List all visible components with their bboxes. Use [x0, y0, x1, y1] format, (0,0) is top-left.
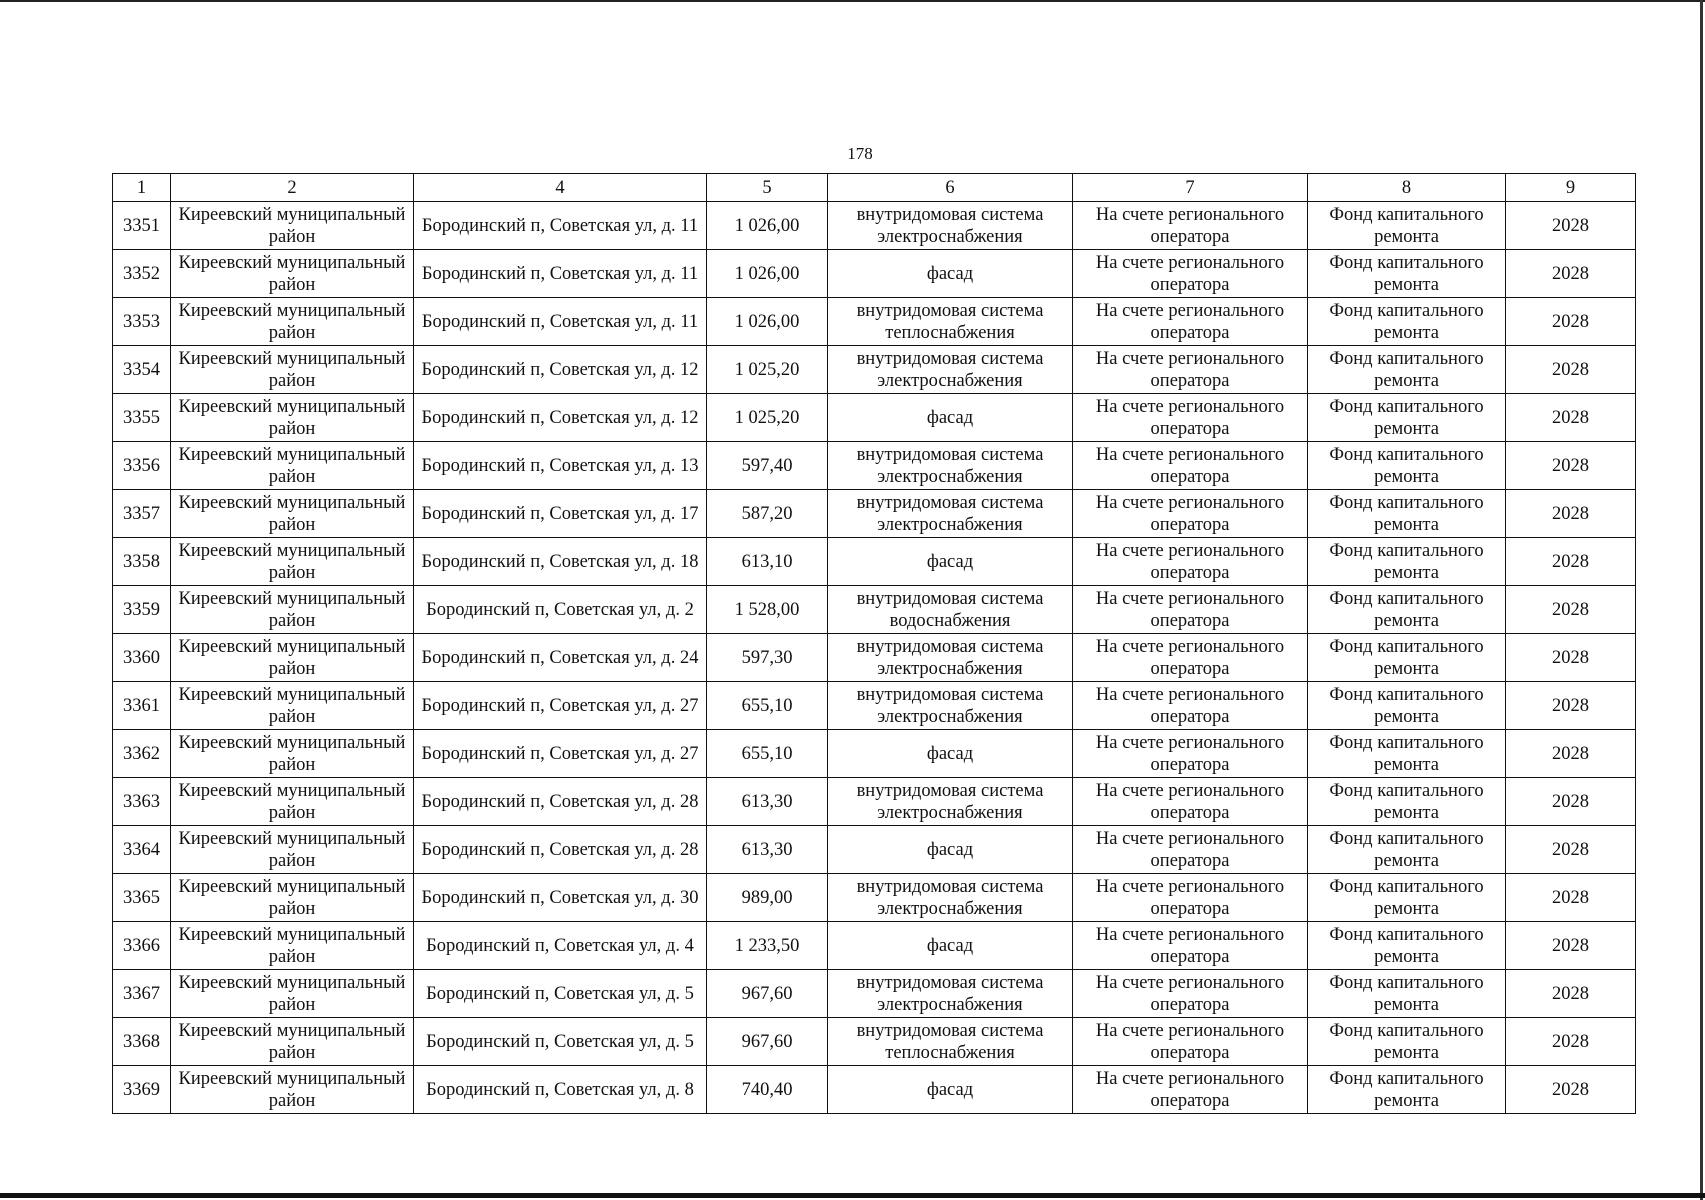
account-cell: На счете регионального оператора [1073, 826, 1308, 874]
account-cell: На счете регионального оператора [1073, 874, 1308, 922]
address-cell: Бородинский п, Советская ул, д. 11 [414, 250, 707, 298]
row-number-cell: 3353 [113, 298, 171, 346]
table-row [113, 394, 1636, 442]
table-row [113, 970, 1636, 1018]
fund-cell: Фонд капитального ремонта [1308, 394, 1506, 442]
table-row [113, 634, 1636, 682]
year-cell: 2028 [1506, 1066, 1636, 1114]
address-cell: Бородинский п, Советская ул, д. 11 [414, 298, 707, 346]
area-cell: 655,10 [707, 730, 828, 778]
row-number-cell: 3361 [113, 682, 171, 730]
table-row [113, 922, 1636, 970]
table-row [113, 1066, 1636, 1114]
area-cell: 587,20 [707, 490, 828, 538]
address-cell: Бородинский п, Советская ул, д. 28 [414, 778, 707, 826]
account-cell: На счете регионального оператора [1073, 202, 1308, 250]
area-cell: 613,10 [707, 538, 828, 586]
district-cell: Киреевский муниципальный район [171, 490, 414, 538]
area-cell: 1 026,00 [707, 298, 828, 346]
table-row [113, 298, 1636, 346]
fund-cell: Фонд капитального ремонта [1308, 970, 1506, 1018]
district-cell: Киреевский муниципальный район [171, 298, 414, 346]
district-cell: Киреевский муниципальный район [171, 250, 414, 298]
row-number-cell: 3362 [113, 730, 171, 778]
account-cell: На счете регионального оператора [1073, 778, 1308, 826]
column-header: 4 [414, 174, 707, 202]
address-cell: Бородинский п, Советская ул, д. 28 [414, 826, 707, 874]
area-cell: 967,60 [707, 1018, 828, 1066]
column-header: 9 [1506, 174, 1636, 202]
row-number-cell: 3355 [113, 394, 171, 442]
address-cell: Бородинский п, Советская ул, д. 2 [414, 586, 707, 634]
fund-cell: Фонд капитального ремонта [1308, 922, 1506, 970]
table-row [113, 682, 1636, 730]
area-cell: 613,30 [707, 826, 828, 874]
row-number-cell: 3366 [113, 922, 171, 970]
account-cell: На счете регионального оператора [1073, 634, 1308, 682]
row-number-cell: 3367 [113, 970, 171, 1018]
table-row [113, 778, 1636, 826]
fund-cell: Фонд капитального ремонта [1308, 202, 1506, 250]
district-cell: Киреевский муниципальный район [171, 778, 414, 826]
account-cell: На счете регионального оператора [1073, 442, 1308, 490]
fund-cell: Фонд капитального ремонта [1308, 490, 1506, 538]
year-cell: 2028 [1506, 634, 1636, 682]
system-cell: внутридомовая система электроснабжения [828, 634, 1073, 682]
system-cell: внутридомовая система теплоснабжения [828, 1018, 1073, 1066]
fund-cell: Фонд капитального ремонта [1308, 250, 1506, 298]
column-header: 8 [1308, 174, 1506, 202]
account-cell: На счете регионального оператора [1073, 394, 1308, 442]
account-cell: На счете регионального оператора [1073, 586, 1308, 634]
table-row [113, 1018, 1636, 1066]
scan-edge-right [1700, 0, 1703, 1200]
year-cell: 2028 [1506, 490, 1636, 538]
address-cell: Бородинский п, Советская ул, д. 30 [414, 874, 707, 922]
table-row [113, 250, 1636, 298]
area-cell: 1 233,50 [707, 922, 828, 970]
area-cell: 597,40 [707, 442, 828, 490]
address-cell: Бородинский п, Советская ул, д. 5 [414, 1018, 707, 1066]
account-cell: На счете регионального оператора [1073, 682, 1308, 730]
district-cell: Киреевский муниципальный район [171, 1018, 414, 1066]
table-row [113, 538, 1636, 586]
district-cell: Киреевский муниципальный район [171, 442, 414, 490]
account-cell: На счете регионального оператора [1073, 298, 1308, 346]
system-cell: внутридомовая система электроснабжения [828, 682, 1073, 730]
row-number-cell: 3364 [113, 826, 171, 874]
year-cell: 2028 [1506, 538, 1636, 586]
account-cell: На счете регионального оператора [1073, 538, 1308, 586]
system-cell: внутридомовая система водоснабжения [828, 586, 1073, 634]
year-cell: 2028 [1506, 682, 1636, 730]
scan-edge-top [0, 0, 1705, 2]
row-number-cell: 3365 [113, 874, 171, 922]
row-number-cell: 3359 [113, 586, 171, 634]
system-cell: фасад [828, 730, 1073, 778]
scan-edge-bottom [0, 1193, 1705, 1198]
account-cell: На счете регионального оператора [1073, 490, 1308, 538]
address-cell: Бородинский п, Советская ул, д. 24 [414, 634, 707, 682]
address-cell: Бородинский п, Советская ул, д. 12 [414, 346, 707, 394]
row-number-cell: 3351 [113, 202, 171, 250]
district-cell: Киреевский муниципальный район [171, 538, 414, 586]
year-cell: 2028 [1506, 922, 1636, 970]
column-header: 1 [113, 174, 171, 202]
year-cell: 2028 [1506, 346, 1636, 394]
system-cell: внутридомовая система электроснабжения [828, 778, 1073, 826]
year-cell: 2028 [1506, 730, 1636, 778]
fund-cell: Фонд капитального ремонта [1308, 442, 1506, 490]
area-cell: 967,60 [707, 970, 828, 1018]
system-cell: фасад [828, 394, 1073, 442]
address-cell: Бородинский п, Советская ул, д. 11 [414, 202, 707, 250]
fund-cell: Фонд капитального ремонта [1308, 538, 1506, 586]
fund-cell: Фонд капитального ремонта [1308, 682, 1506, 730]
address-cell: Бородинский п, Советская ул, д. 8 [414, 1066, 707, 1114]
system-cell: фасад [828, 1066, 1073, 1114]
account-cell: На счете регионального оператора [1073, 922, 1308, 970]
page-number: 178 [847, 144, 873, 163]
district-cell: Киреевский муниципальный район [171, 634, 414, 682]
district-cell: Киреевский муниципальный район [171, 922, 414, 970]
area-cell: 613,30 [707, 778, 828, 826]
fund-cell: Фонд капитального ремонта [1308, 298, 1506, 346]
fund-cell: Фонд капитального ремонта [1308, 730, 1506, 778]
system-cell: фасад [828, 538, 1073, 586]
system-cell: внутридомовая система электроснабжения [828, 346, 1073, 394]
address-cell: Бородинский п, Советская ул, д. 27 [414, 682, 707, 730]
row-number-cell: 3368 [113, 1018, 171, 1066]
area-cell: 1 026,00 [707, 202, 828, 250]
row-number-cell: 3356 [113, 442, 171, 490]
address-cell: Бородинский п, Советская ул, д. 17 [414, 490, 707, 538]
area-cell: 989,00 [707, 874, 828, 922]
row-number-cell: 3363 [113, 778, 171, 826]
district-cell: Киреевский муниципальный район [171, 1066, 414, 1114]
area-cell: 655,10 [707, 682, 828, 730]
fund-cell: Фонд капитального ремонта [1308, 346, 1506, 394]
district-cell: Киреевский муниципальный район [171, 970, 414, 1018]
system-cell: внутридомовая система электроснабжения [828, 874, 1073, 922]
district-cell: Киреевский муниципальный район [171, 874, 414, 922]
year-cell: 2028 [1506, 250, 1636, 298]
system-cell: фасад [828, 250, 1073, 298]
year-cell: 2028 [1506, 586, 1636, 634]
address-cell: Бородинский п, Советская ул, д. 27 [414, 730, 707, 778]
system-cell: внутридомовая система электроснабжения [828, 442, 1073, 490]
row-number-cell: 3357 [113, 490, 171, 538]
fund-cell: Фонд капитального ремонта [1308, 826, 1506, 874]
row-number-cell: 3358 [113, 538, 171, 586]
year-cell: 2028 [1506, 826, 1636, 874]
account-cell: На счете регионального оператора [1073, 970, 1308, 1018]
table-row [113, 490, 1636, 538]
system-cell: внутридомовая система электроснабжения [828, 490, 1073, 538]
year-cell: 2028 [1506, 970, 1636, 1018]
year-cell: 2028 [1506, 298, 1636, 346]
address-cell: Бородинский п, Советская ул, д. 5 [414, 970, 707, 1018]
column-header: 2 [171, 174, 414, 202]
year-cell: 2028 [1506, 1018, 1636, 1066]
fund-cell: Фонд капитального ремонта [1308, 586, 1506, 634]
table-row [113, 874, 1636, 922]
district-cell: Киреевский муниципальный район [171, 730, 414, 778]
year-cell: 2028 [1506, 778, 1636, 826]
row-number-cell: 3360 [113, 634, 171, 682]
table-row [113, 346, 1636, 394]
system-cell: внутридомовая система электроснабжения [828, 970, 1073, 1018]
area-cell: 1 025,20 [707, 346, 828, 394]
address-cell: Бородинский п, Советская ул, д. 12 [414, 394, 707, 442]
year-cell: 2028 [1506, 394, 1636, 442]
area-cell: 597,30 [707, 634, 828, 682]
address-cell: Бородинский п, Советская ул, д. 4 [414, 922, 707, 970]
column-header: 7 [1073, 174, 1308, 202]
table-row [113, 826, 1636, 874]
row-number-cell: 3354 [113, 346, 171, 394]
year-cell: 2028 [1506, 442, 1636, 490]
area-cell: 1 026,00 [707, 250, 828, 298]
fund-cell: Фонд капитального ремонта [1308, 634, 1506, 682]
address-cell: Бородинский п, Советская ул, д. 18 [414, 538, 707, 586]
district-cell: Киреевский муниципальный район [171, 394, 414, 442]
system-cell: внутридомовая система электроснабжения [828, 202, 1073, 250]
fund-cell: Фонд капитального ремонта [1308, 874, 1506, 922]
column-header: 6 [828, 174, 1073, 202]
fund-cell: Фонд капитального ремонта [1308, 1066, 1506, 1114]
district-cell: Киреевский муниципальный район [171, 346, 414, 394]
table-row [113, 442, 1636, 490]
system-cell: фасад [828, 826, 1073, 874]
area-cell: 1 528,00 [707, 586, 828, 634]
table-row [113, 202, 1636, 250]
account-cell: На счете регионального оператора [1073, 730, 1308, 778]
district-cell: Киреевский муниципальный район [171, 682, 414, 730]
address-cell: Бородинский п, Советская ул, д. 13 [414, 442, 707, 490]
account-cell: На счете регионального оператора [1073, 250, 1308, 298]
table-body [113, 202, 1636, 1114]
fund-cell: Фонд капитального ремонта [1308, 778, 1506, 826]
table-row [113, 730, 1636, 778]
table-row [113, 586, 1636, 634]
account-cell: На счете регионального оператора [1073, 1066, 1308, 1114]
account-cell: На счете регионального оператора [1073, 1018, 1308, 1066]
area-cell: 1 025,20 [707, 394, 828, 442]
district-cell: Киреевский муниципальный район [171, 826, 414, 874]
district-cell: Киреевский муниципальный район [171, 202, 414, 250]
area-cell: 740,40 [707, 1066, 828, 1114]
fund-cell: Фонд капитального ремонта [1308, 1018, 1506, 1066]
row-number-cell: 3369 [113, 1066, 171, 1114]
header-row [113, 174, 1636, 202]
system-cell: внутридомовая система теплоснабжения [828, 298, 1073, 346]
system-cell: фасад [828, 922, 1073, 970]
column-header: 5 [707, 174, 828, 202]
account-cell: На счете регионального оператора [1073, 346, 1308, 394]
year-cell: 2028 [1506, 874, 1636, 922]
district-cell: Киреевский муниципальный район [171, 586, 414, 634]
year-cell: 2028 [1506, 202, 1636, 250]
row-number-cell: 3352 [113, 250, 171, 298]
capital-repair-table [112, 173, 1636, 1114]
